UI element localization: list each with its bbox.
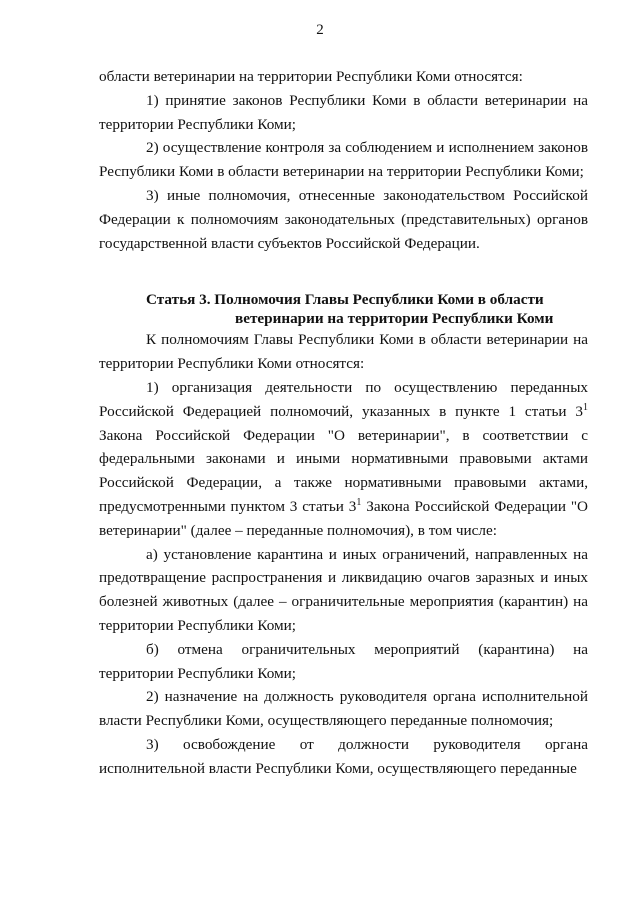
article-3-item-1-text-a: 1) организация деятельности по осуществлению переданных Российской Федерацией полномочий, указанных в пункте 1 статьи 3 — [99, 378, 588, 420]
article-3-item-1-text-b: Закона Российской Федерации "О ветеринарии", в соответствии с федеральными законами и иными нормативными правовыми актами Российской Федерации, а также нормативными правовыми актами, предусмотренными пунктом 3 статьи 3 — [99, 426, 588, 515]
article-3-subitem-b: б) отмена ограничительных мероприятий (карантина) на территории Республики Коми; — [99, 640, 588, 682]
superscript-1: 1 — [583, 401, 588, 413]
list-item-2: 2) осуществление контроля за соблюдением и исполнением законов Республики Коми в области ветеринарии на территории Республики Коми; — [99, 139, 588, 181]
article-3-intro: К полномочиям Главы Республики Коми в области ветеринарии на территории Республики Коми относятся: — [99, 331, 588, 373]
article-3-heading-line2: ветеринарии на территории Республики Коми — [235, 310, 554, 328]
article-3-item-3: 3) освобождение от должности руководителя органа исполнительной власти Республики Коми, осуществляющего переданные — [99, 735, 588, 777]
paragraph-continuation: области ветеринарии на территории Республики Коми относятся: — [99, 68, 523, 85]
article-3-subitem-a: а) установление карантина и иных ограничений, направленных на предотвращение распространения и ликвидацию очагов заразных и иных болезней животных (далее – ограничительные мероприятия (карантин) на территории Республики Коми; — [99, 545, 588, 634]
article-3-item-2: 2) назначение на должность руководителя органа исполнительной власти Республики Коми, осуществляющего переданные полномочия; — [99, 688, 588, 730]
list-item-1: 1) принятие законов Республики Коми в области ветеринарии на территории Республики Коми; — [99, 91, 588, 133]
list-item-3: 3) иные полномочия, отнесенные законодательством Российской Федерации к полномочиям законодательных (представительных) органов государственной власти субъектов Российской Федерации. — [99, 186, 588, 252]
superscript-2: 1 — [356, 496, 362, 508]
article-3-item-1-text-c: Закона Российской Федерации "О ветеринарии" (далее – переданные полномочия), в том числе: — [99, 497, 588, 539]
article-3-heading-line1: Статья 3. Полномочия Главы Республики Коми в области — [146, 291, 544, 309]
page-number: 2 — [316, 22, 324, 38]
document-body — [99, 65, 588, 781]
section-spacer — [99, 255, 588, 290]
article-3-item-1 — [99, 376, 588, 543]
article-3-heading — [99, 290, 588, 328]
